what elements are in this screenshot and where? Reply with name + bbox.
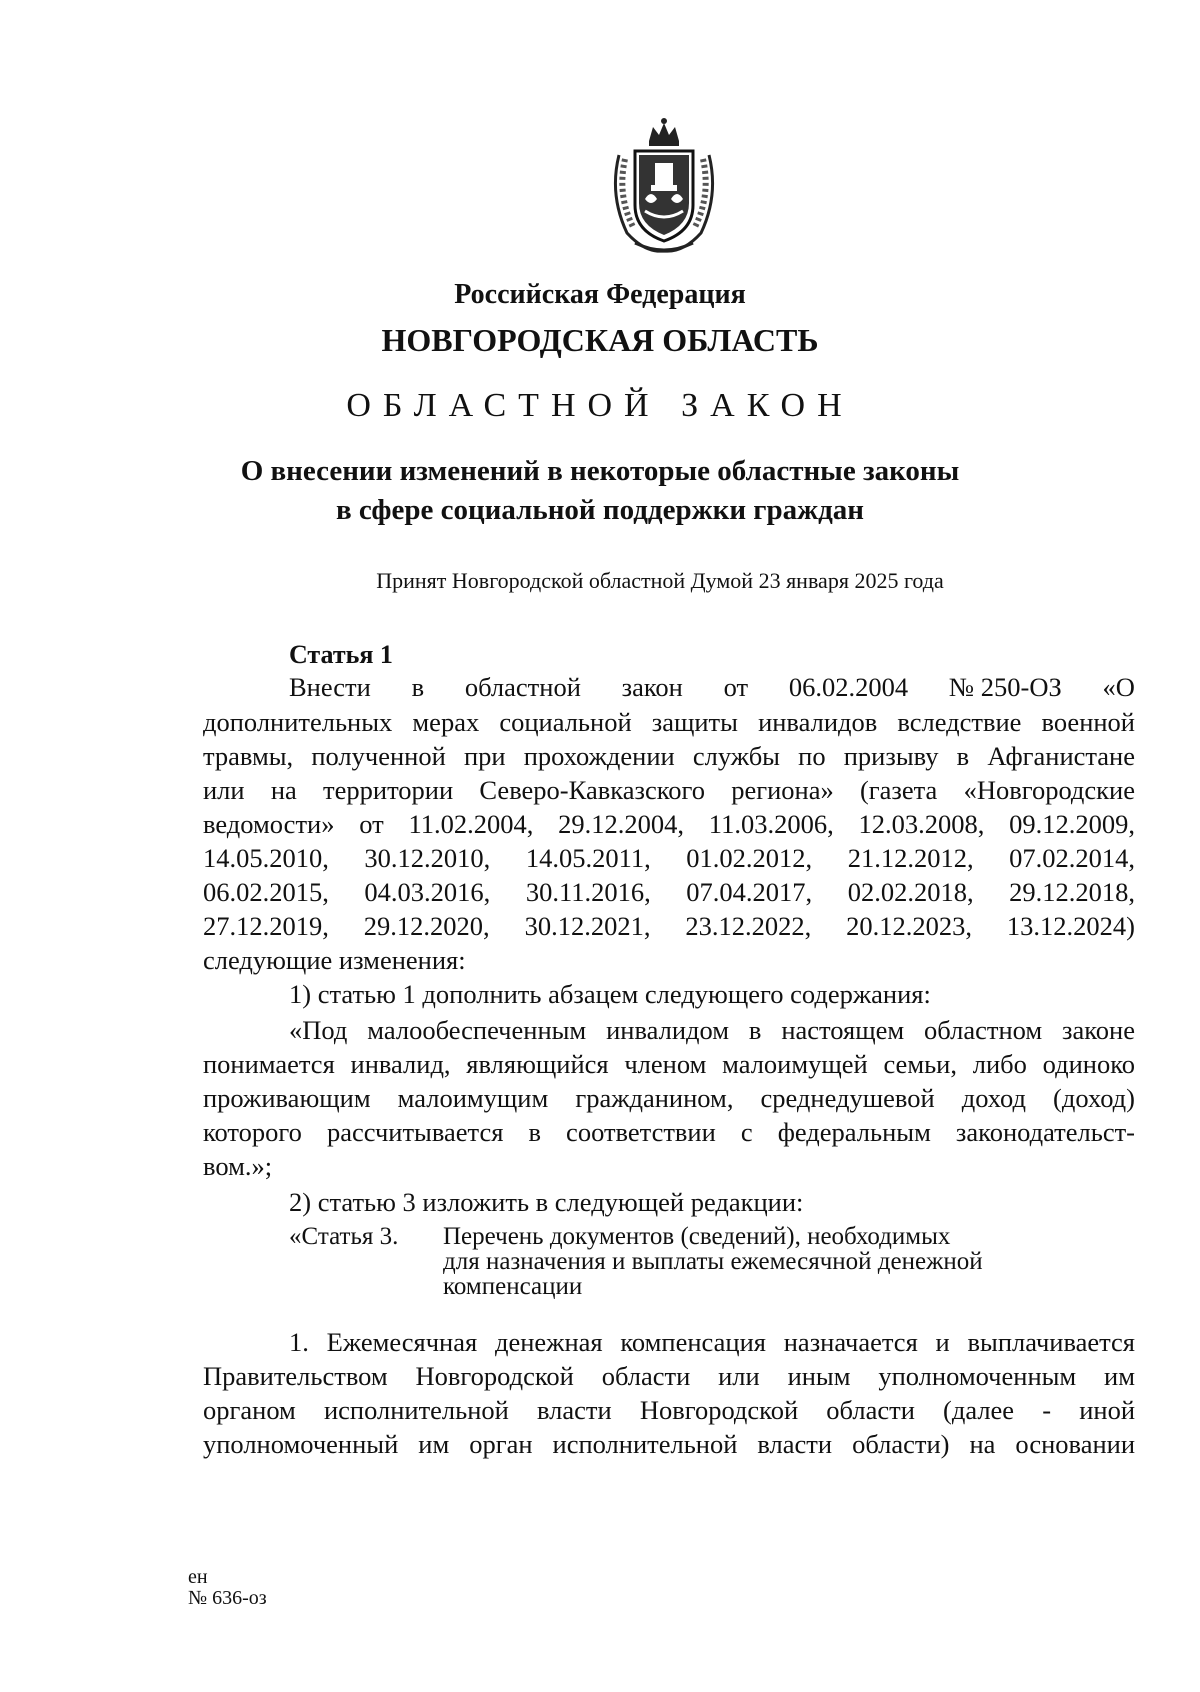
- intro-line-6: 14.05.2010, 30.12.2010, 14.05.2011, 01.02.2012, 21.12.2012, 07.02.2014,: [203, 843, 1135, 873]
- para1-line-1: 1. Ежемесячная денежная компенсация назначается и выплачивается: [289, 1327, 1135, 1357]
- intro-word: от: [723, 672, 749, 702]
- quote-line-1: «Под малообеспеченным инвалидом в настоящем областном законе: [289, 1015, 1135, 1045]
- new-article-title-line-2: для назначения и выплаты ежемесячной денежной: [443, 1248, 983, 1275]
- intro-line-2: дополнительных мерах социальной защиты инвалидов вследствие военной: [203, 707, 1135, 737]
- intro-word: № 250-ОЗ: [948, 672, 1062, 702]
- law-title-line-2: в сфере социальной поддержки граждан: [335, 494, 865, 526]
- intro-word: 06.02.2004: [788, 672, 909, 702]
- para1-line-3: органом исполнительной власти Новгородской области (далее - иной: [203, 1395, 1135, 1425]
- new-article-label: «Статья 3.: [289, 1223, 399, 1250]
- intro-word: в: [411, 672, 425, 702]
- intro-word: «О: [1102, 672, 1135, 702]
- new-article-title-line-3: компенсации: [443, 1273, 583, 1300]
- intro-line-3: травмы, полученной при прохождении службы по призыву в Афганистане: [203, 741, 1135, 771]
- intro-word: Внести: [289, 672, 371, 702]
- region-name: НОВГОРОДСКАЯ ОБЛАСТЬ: [381, 322, 819, 358]
- adoption-note: Принят Новгородской областной Думой 23 января 2025 года: [376, 568, 944, 593]
- footer-initials: ен: [188, 1566, 208, 1588]
- intro-line-1: [203, 670, 1135, 704]
- article-heading: Статья 1: [289, 640, 393, 669]
- coat-of-arms-emblem: [605, 115, 723, 257]
- item-2: 2) статью 3 изложить в следующей редакции:: [289, 1187, 804, 1217]
- quote-line-4: которого рассчитывается в соответствии с федеральным законодательст-: [203, 1117, 1135, 1147]
- para1-line-2: Правительством Новгородской области или иным уполномоченным им: [203, 1361, 1135, 1391]
- quote-line-2: понимается инвалид, являющийся членом малоимущей семьи, либо одиноко: [203, 1049, 1135, 1079]
- intro-line-4: или на территории Северо-Кавказского региона» (газета «Новгородские: [203, 775, 1135, 805]
- law-title-line-1: О внесении изменений в некоторые областные законы: [240, 455, 960, 487]
- para1-line-4: уполномоченный им орган исполнительной власти области) на основании: [203, 1429, 1135, 1459]
- intro-line-5: ведомости» от 11.02.2004, 29.12.2004, 11.03.2006, 12.03.2008, 09.12.2009,: [203, 809, 1135, 839]
- intro-line-7: 06.02.2015, 04.03.2016, 30.11.2016, 07.04.2017, 02.02.2018, 29.12.2018,: [203, 877, 1135, 907]
- document-type: ОБЛАСТНОЙ ЗАКОН: [346, 387, 854, 424]
- quote-line-5: вом.»;: [203, 1151, 273, 1181]
- country-name: Российская Федерация: [454, 279, 746, 310]
- new-article-title-line-1: Перечень документов (сведений), необходимых: [443, 1223, 951, 1250]
- footer-law-number: № 636-оз: [188, 1587, 267, 1609]
- intro-word: закон: [621, 672, 683, 702]
- quote-line-3: проживающим малоимущим гражданином, среднедушевой доход (доход): [203, 1083, 1135, 1113]
- intro-line-8: 27.12.2019, 29.12.2020, 30.12.2021, 23.12.2022, 20.12.2023, 13.12.2024): [203, 911, 1135, 941]
- item-1: 1) статью 1 дополнить абзацем следующего содержания:: [289, 979, 931, 1009]
- intro-word: областной: [464, 672, 581, 702]
- intro-line-9: следующие изменения:: [203, 945, 466, 975]
